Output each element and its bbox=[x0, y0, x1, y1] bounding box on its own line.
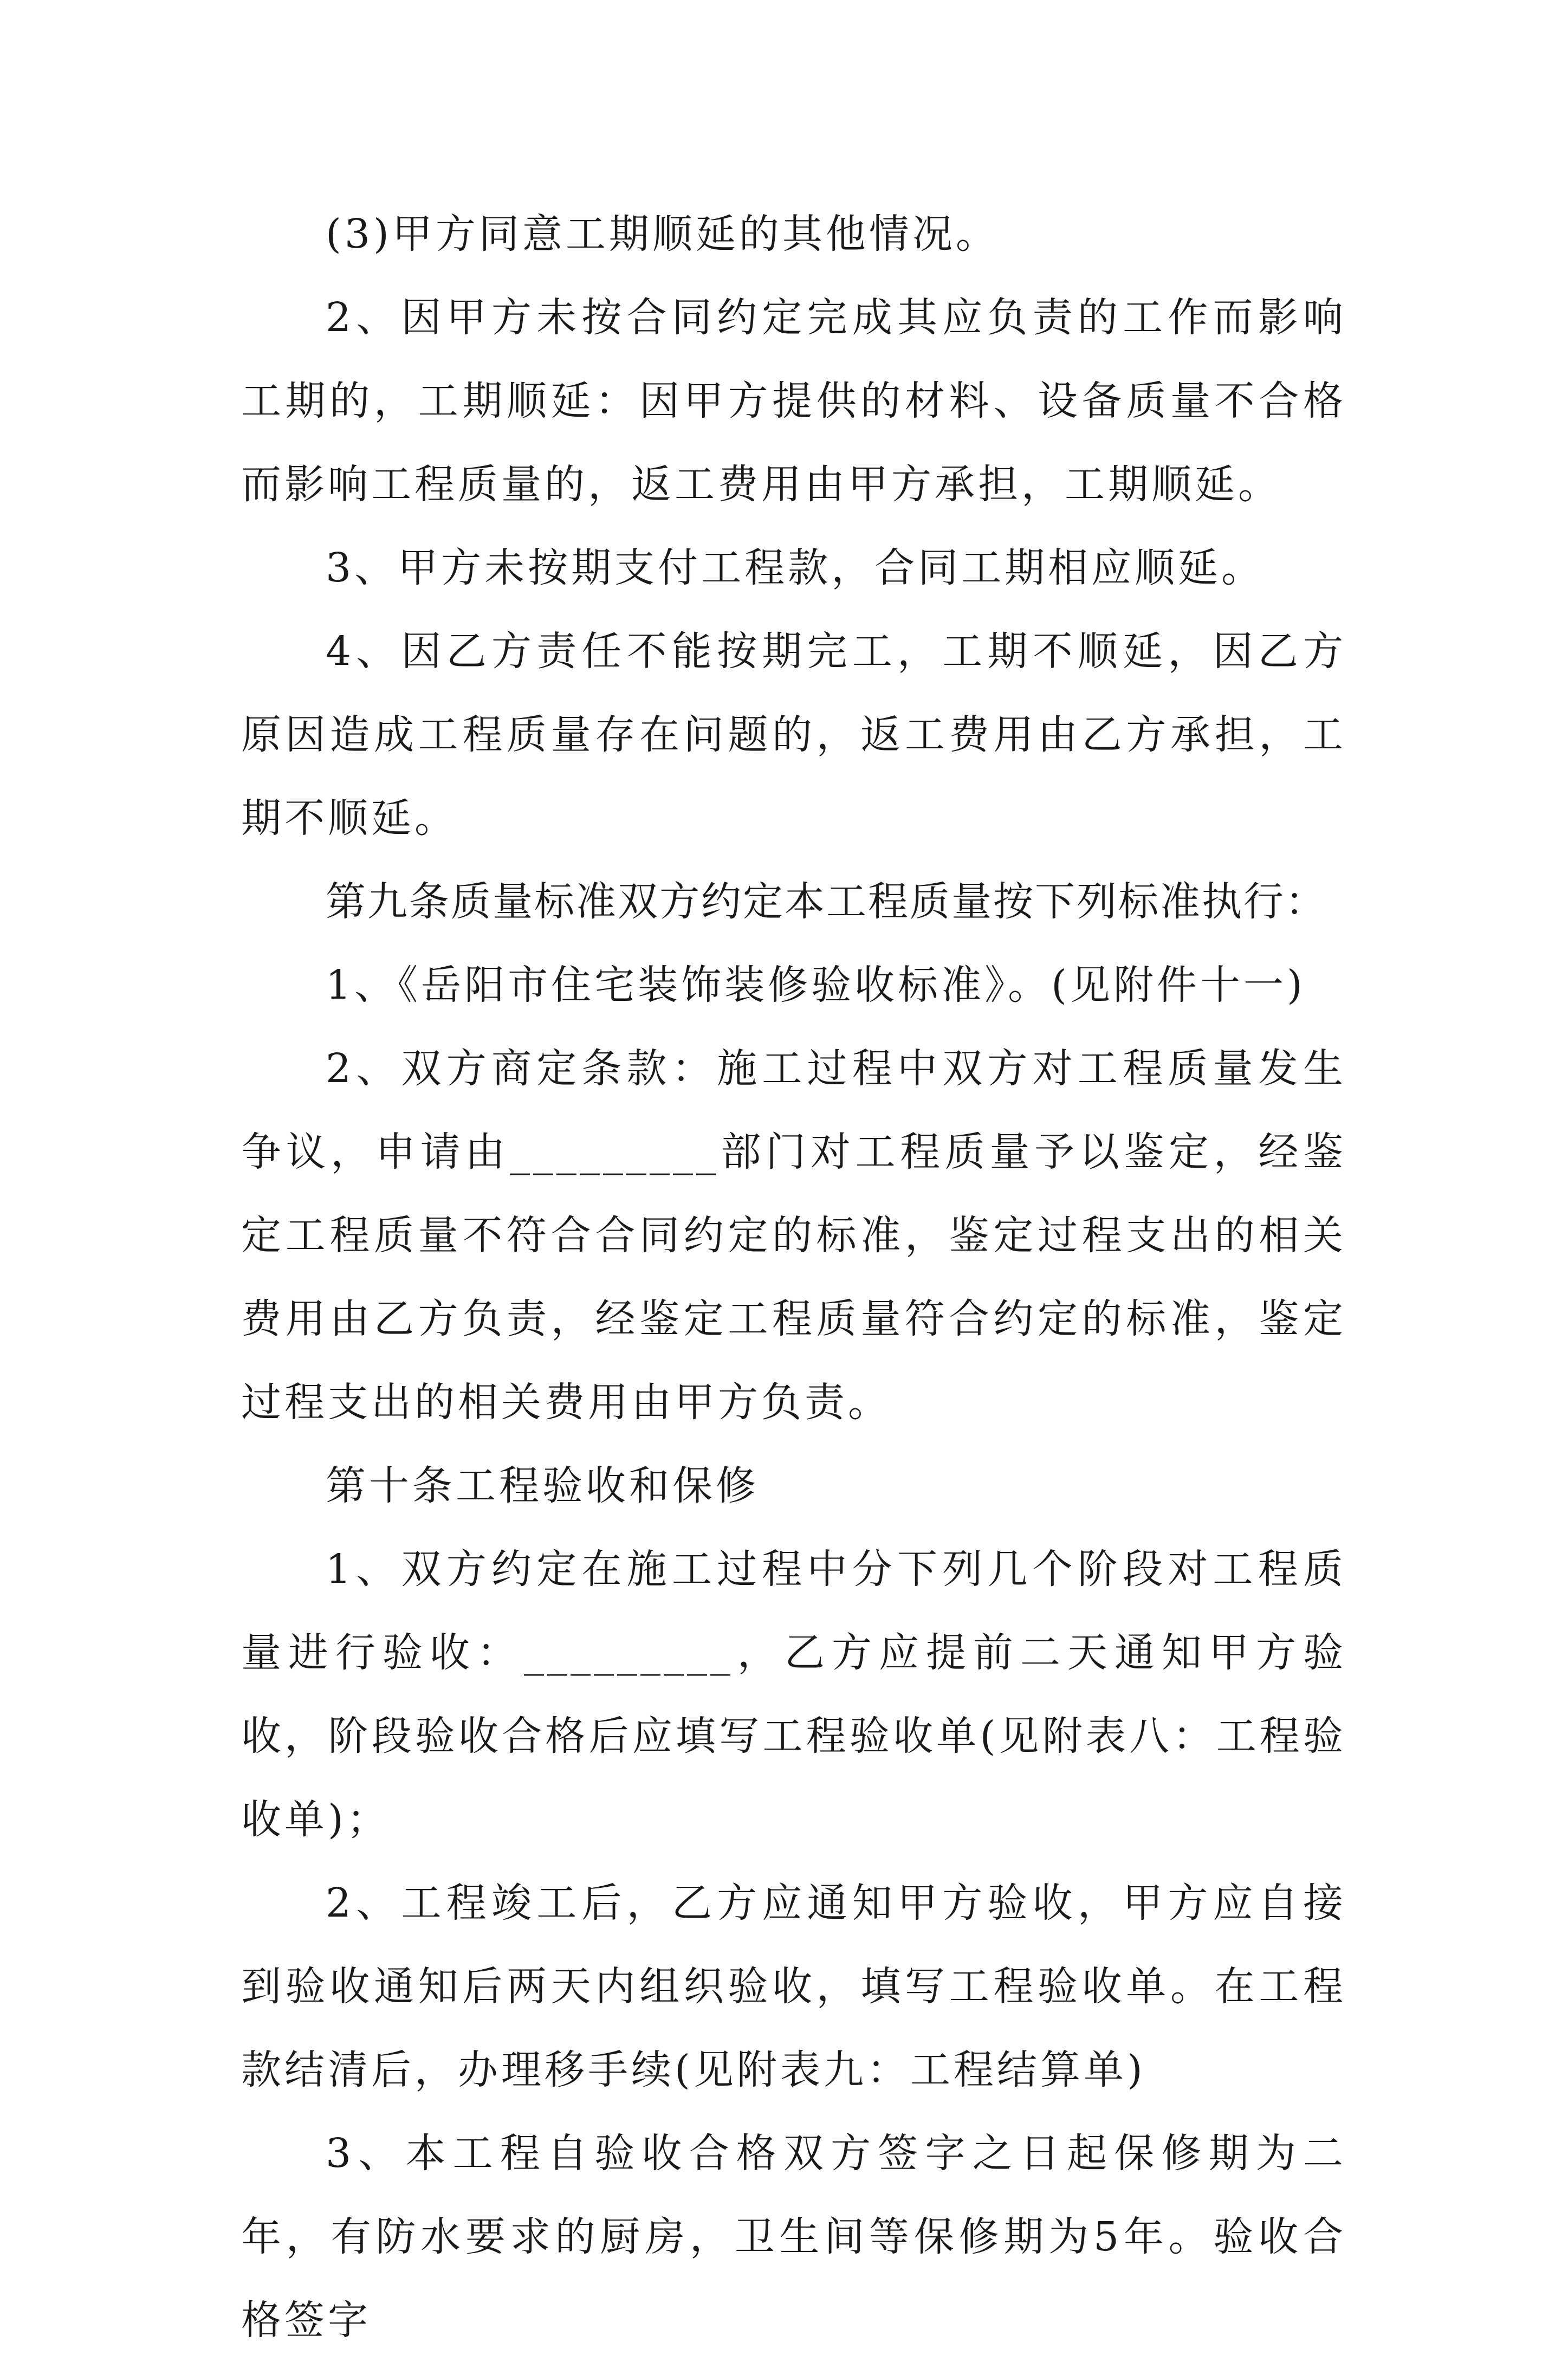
article-9-heading: 第九条质量标准双方约定本工程质量按下列标准执行： bbox=[326, 878, 1327, 925]
paragraph-extension-other: (3)甲方同意工期顺延的其他情况。 bbox=[326, 211, 999, 257]
paragraph-warranty-3: 3、本工程自验收合格双方签字之日起保修期为二年，有防水要求的厨房，卫生间等保修期为5年。验收合格签字 bbox=[241, 2130, 1346, 2344]
document-page bbox=[241, 192, 1346, 2362]
article-10-heading: 第十条工程验收和保修 bbox=[326, 1463, 759, 1509]
paragraph-clause-4-party-b: 4、因乙方责任不能按期完工，工期不顺延，因乙方原因造成工程质量存在问题的，返工费用由乙方承担，工期不顺延。 bbox=[241, 628, 1346, 842]
paragraph-clause-3-payment: 3、甲方未按期支付工程款，合同工期相应顺延。 bbox=[326, 545, 1265, 591]
paragraph-clause-2-delay: 2、因甲方未按合同约定完成其应负责的工作而影响工期的，工期顺延：因甲方提供的材料、设备质量不合格而影响工程质量的，返工费用由甲方承担，工期顺延。 bbox=[241, 294, 1346, 508]
paragraph-standard-1: 1、《岳阳市住宅装饰装修验收标准》。(见附件十一) bbox=[326, 962, 1306, 1008]
paragraph-acceptance-2: 2、工程竣工后，乙方应通知甲方验收，甲方应自接到验收通知后两天内组织验收，填写工程验收单。在工程款结清后，办理移手续(见附表九：工程结算单) bbox=[241, 1880, 1346, 2093]
paragraph-standard-2: 2、双方商定条款：施工过程中双方对工程质量发生争议，申请由_________部门对工程质量予以鉴定，经鉴定工程质量不符合合同约定的标准，鉴定过程支出的相关费用由乙方负责，经鉴定工程质量符合约定的标准，鉴定过程支出的相关费用由甲方负责。 bbox=[241, 1045, 1346, 1426]
paragraph-acceptance-1: 1、双方约定在施工过程中分下列几个阶段对工程质量进行验收：_________，乙方应提前二天通知甲方验收，阶段验收合格后应填写工程验收单(见附表八：工程验收单)； bbox=[241, 1546, 1346, 1843]
